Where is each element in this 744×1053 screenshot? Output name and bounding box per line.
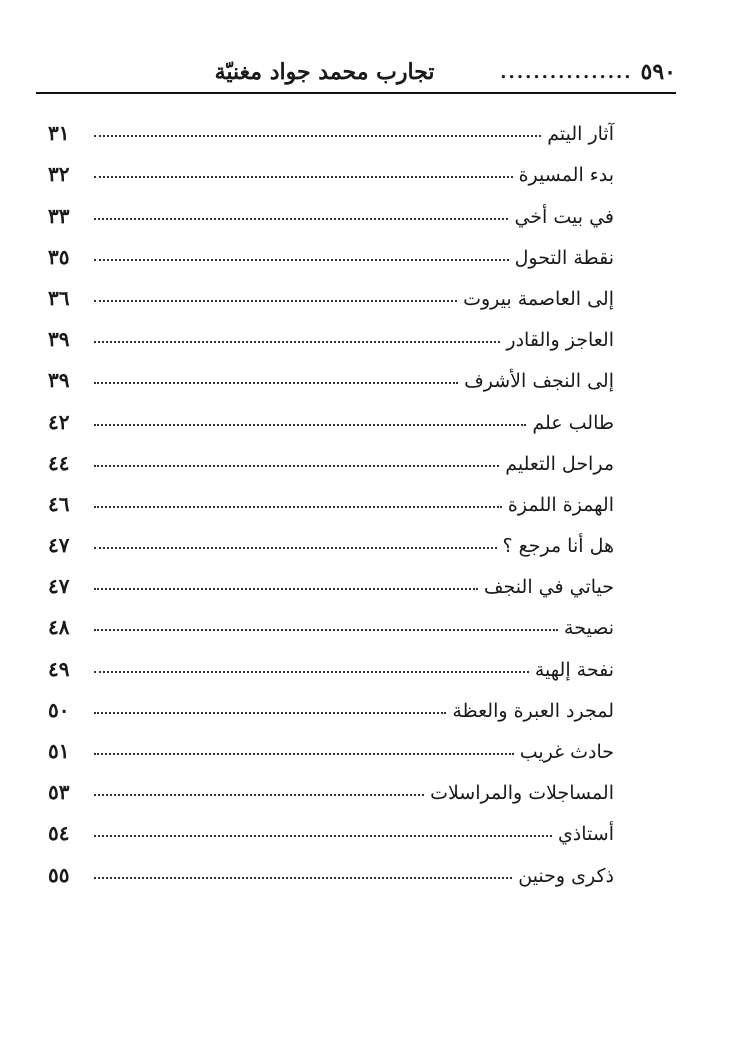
toc-entry-page: ٣٩ <box>48 368 70 393</box>
toc-entry[interactable] <box>48 598 614 639</box>
toc-entry-page: ٣٥ <box>48 244 70 269</box>
toc-entry[interactable] <box>48 269 614 310</box>
dot-leader <box>94 547 497 549</box>
dot-leader <box>94 753 514 755</box>
dot-leader <box>94 424 526 426</box>
toc-entry-title: إلى العاصمة بيروت <box>463 287 614 310</box>
toc-entry[interactable] <box>48 763 614 804</box>
toc-entry-title: بدء المسيرة <box>518 164 614 187</box>
toc-entry[interactable] <box>48 392 614 433</box>
dot-leader <box>94 382 458 384</box>
toc-entry-title: طالب علم <box>532 411 614 434</box>
dot-leader <box>94 465 499 467</box>
toc-entry[interactable] <box>48 845 614 886</box>
toc-entry-title: هل أنا مرجع ؟ <box>502 535 614 558</box>
toc-entry[interactable] <box>48 475 614 516</box>
toc-entry[interactable] <box>48 186 614 227</box>
toc-entry-page: ٥٥ <box>48 862 70 887</box>
toc-entry-title: مراحل التعليم <box>505 452 614 475</box>
toc-entry-page: ٥٤ <box>48 821 70 846</box>
toc-entry-page: ٤٩ <box>48 656 70 681</box>
dot-leader <box>94 341 500 343</box>
toc-entry-page: ٤٧ <box>48 533 70 558</box>
dot-leader <box>94 877 512 879</box>
toc-entry-title: حادث غريب <box>519 741 614 763</box>
dot-leader <box>94 588 478 590</box>
toc-entry-title: الهمزة اللمزة <box>507 493 614 516</box>
toc-entry[interactable] <box>48 516 614 557</box>
toc-entry[interactable] <box>48 681 614 722</box>
toc-entry[interactable] <box>48 351 614 392</box>
toc-entry[interactable] <box>48 310 614 351</box>
toc-entry-title: لمجرد العبرة والعظة <box>452 699 614 722</box>
toc-entry-page: ٣٩ <box>48 327 70 352</box>
dot-leader <box>94 259 509 261</box>
dot-leader <box>94 629 558 631</box>
dot-leader <box>94 712 446 714</box>
toc-entry[interactable] <box>48 722 614 763</box>
toc-entry-page: ٤٨ <box>48 615 70 640</box>
dot-leader <box>94 835 552 837</box>
toc-entry[interactable] <box>48 557 614 598</box>
toc-entry-page: ٤٦ <box>48 491 70 516</box>
toc-entry[interactable] <box>48 228 614 269</box>
toc-entry-title: نقطة التحول <box>514 246 614 269</box>
toc-entry[interactable] <box>48 804 614 845</box>
toc-entry-title: ذكرى وحنين <box>518 864 614 887</box>
toc-entry[interactable] <box>48 104 614 145</box>
toc-entry-title: حياتي في النجف <box>483 576 614 599</box>
dot-leader <box>94 300 457 302</box>
toc-entry-title: المساجلات والمراسلات <box>430 782 614 805</box>
header-leader: ................ <box>500 61 633 83</box>
toc-entry-page: ٤٢ <box>48 409 70 434</box>
toc-entry[interactable] <box>48 434 614 475</box>
toc-entry-page: ٣٦ <box>48 285 70 310</box>
dot-leader <box>94 671 529 673</box>
toc-entry-page: ٣٣ <box>48 203 70 228</box>
toc-entry-title: في بيت أخي <box>514 205 614 228</box>
dot-leader <box>94 506 502 508</box>
toc-entry-page: ٥٣ <box>48 780 70 805</box>
toc-entry-page: ٥١ <box>48 739 70 763</box>
toc-entry-title: العاجز والقادر <box>506 329 614 352</box>
toc-entry-page: ٣٢ <box>48 162 70 187</box>
page-number: ٥٩٠ <box>640 59 676 85</box>
running-title: تجارب محمد جواد مغنيّة <box>214 59 435 85</box>
toc-entry-title: آثار اليتم <box>547 123 614 146</box>
dot-leader <box>94 218 508 220</box>
toc-entry-page: ٣١ <box>48 121 70 146</box>
toc-entry-page: ٥٠ <box>48 697 70 722</box>
toc-entry-title: إلى النجف الأشرف <box>464 370 614 393</box>
toc-entry-title: نفحة إلهية <box>534 658 614 681</box>
toc-entry-title: أستاذي <box>557 823 614 846</box>
dot-leader <box>94 794 424 796</box>
toc-entry[interactable] <box>48 145 614 186</box>
dot-leader <box>94 176 513 178</box>
toc-entry-page: ٤٤ <box>48 450 70 475</box>
toc-entry-title: نصيحة <box>564 617 614 640</box>
toc-entry[interactable] <box>48 639 614 680</box>
toc-entry-page: ٤٧ <box>48 574 70 599</box>
dot-leader <box>94 135 541 137</box>
table-of-contents <box>48 104 614 887</box>
page-header <box>36 52 676 94</box>
